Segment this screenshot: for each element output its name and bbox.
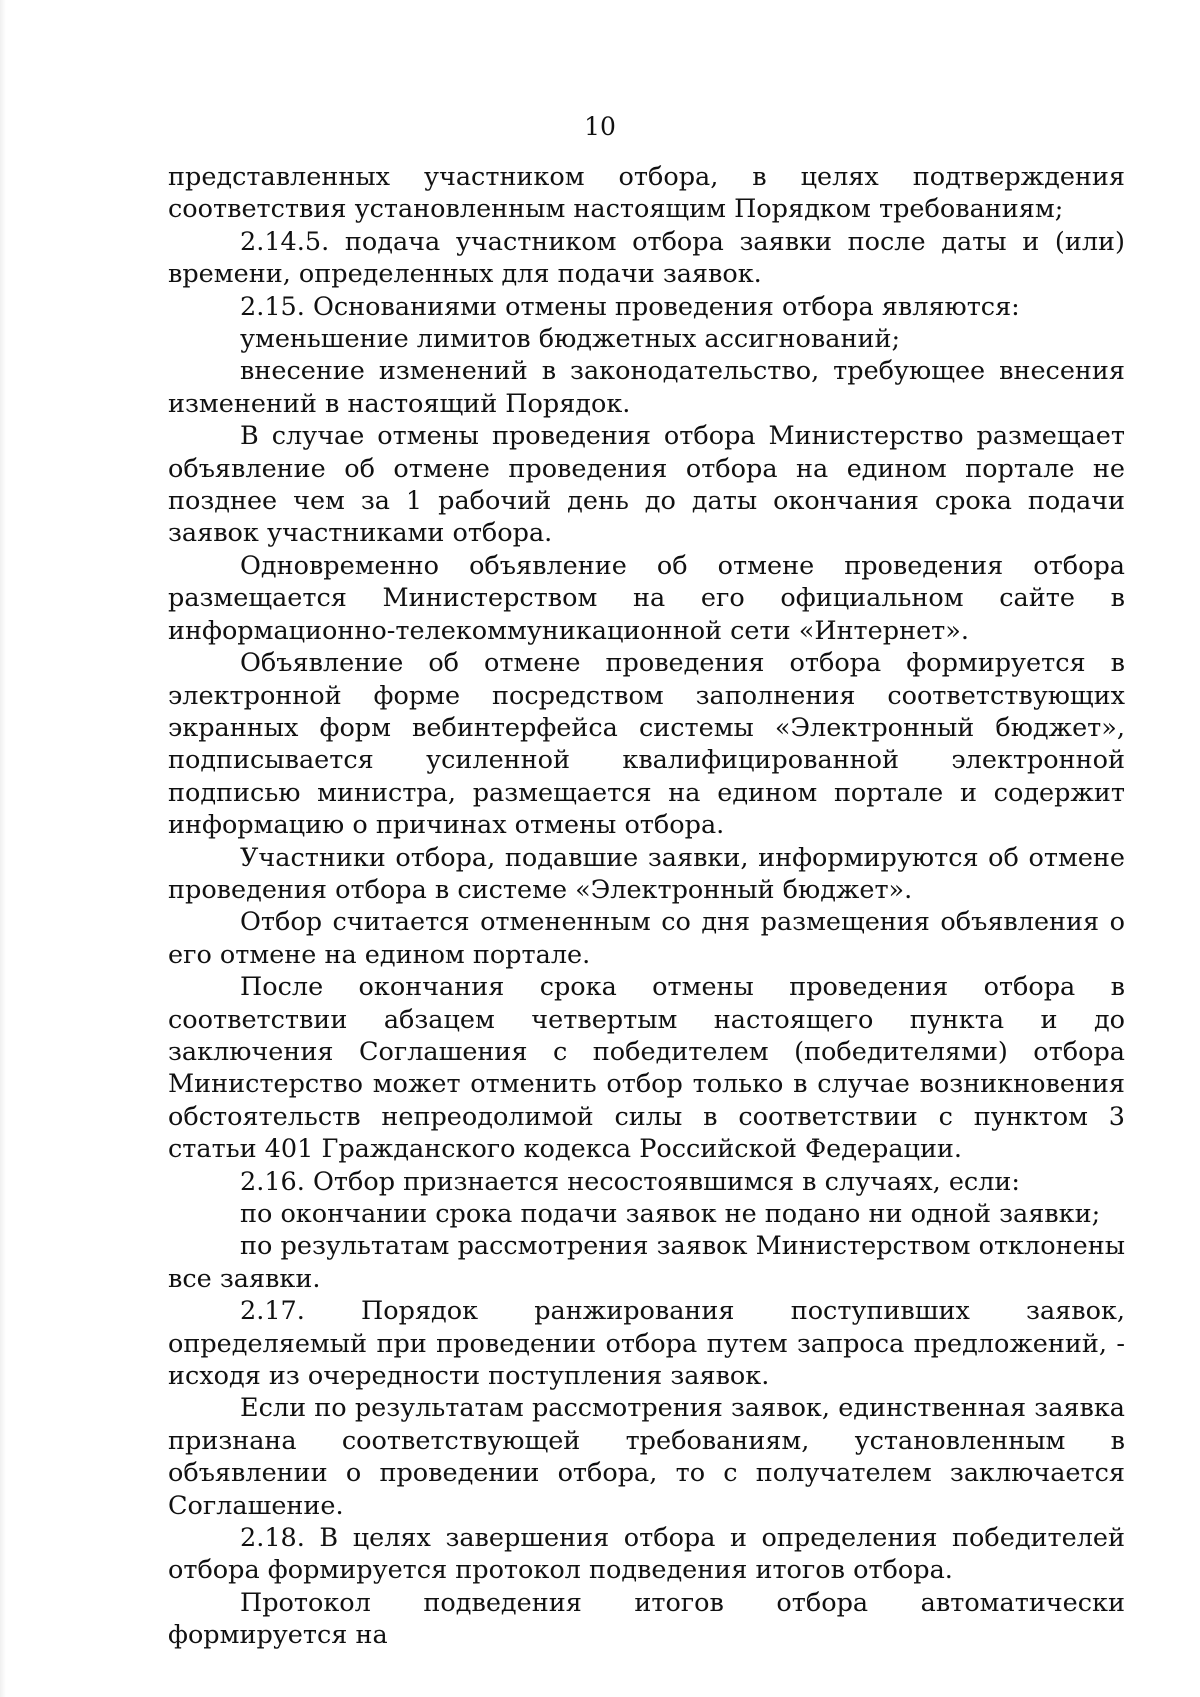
paragraph-electronic-form: Объявление об отмене проведения отбора формируется в электронной форме посредством заполнения соответствующих экранных форм вебинтерфейса системы «Электронный бюджет», подписывается усиленной квалифицированной электронной подписью министра, размещается на едином портале и содержит информацию о причинах отмены отбора. xyxy=(168,648,1125,841)
paragraph-protocol: Протокол подведения итогов отбора автоматически формируется на xyxy=(168,1587,1125,1651)
paragraph-all-rejected: по результатам рассмотрения заявок Министерством отклонены все заявки. xyxy=(168,1231,1125,1294)
paragraph-2-14-5: 2.14.5. подача участником отбора заявки после даты и (или) времени, определенных для подачи заявок. xyxy=(168,226,1125,290)
paragraph-continuation: представленных участником отбора, в целях подтверждения соответствия установленным настоящим Порядком требованиям; xyxy=(168,162,1125,225)
paragraph-single-application: Если по результатам рассмотрения заявок, единственная заявка признана соответствующей требованиям, установленным в объявлении о проведении отбора, то с получателем заключается Соглашение. xyxy=(168,1393,1125,1521)
paragraph-ministry-site: Одновременно объявление об отмене проведения отбора размещается Министерством на его официальном сайте в информационно-телекоммуникационной сети «Интернет». xyxy=(168,550,1125,646)
paragraph-cancelled-date: Отбор считается отмененным со дня размещения объявления о его отмене на едином портале. xyxy=(168,907,1125,970)
page-number: 10 xyxy=(584,112,616,141)
paragraph-2-16: 2.16. Отбор признается несостоявшимся в случаях, если: xyxy=(240,1166,1020,1197)
scan-edge xyxy=(0,0,6,1697)
paragraph-2-18: 2.18. В целях завершения отбора и определения победителей отбора формируется протокол подведения итогов отбора. xyxy=(168,1523,1125,1586)
paragraph-no-applications: по окончании срока подачи заявок не подано ни одной заявки; xyxy=(240,1199,1101,1229)
paragraph-2-17: 2.17. Порядок ранжирования поступивших заявок, определяемый при проведении отбора путем запроса предложений, - исходя из очередности поступления заявок. xyxy=(168,1296,1125,1392)
paragraph-force-majeure: После окончания срока отмены проведения отбора в соответствии абзацем четвертым настоящего пункта и до заключения Соглашения с победителем (победителями) отбора Министерство может отменить отбор только в случае возникновения обстоятельств непреодолимой силы в соответствии с пунктом 3 статьи 401 Гражданского кодекса Российской Федерации. xyxy=(168,972,1125,1165)
document-body xyxy=(168,161,1125,1652)
paragraph-limits: уменьшение лимитов бюджетных ассигнований; xyxy=(240,324,901,355)
paragraph-legislation: внесение изменений в законодательство, требующее внесения изменений в настоящий Порядок. xyxy=(168,356,1125,419)
paragraph-cancel-announcement: В случае отмены проведения отбора Министерство размещает объявление об отмене проведения отбора на едином портале не позднее чем за 1 рабочий день до даты окончания срока подачи заявок участниками отбора. xyxy=(168,421,1125,549)
paragraph-participants-informed: Участники отбора, подавшие заявки, информируются об отмене проведения отбора в системе «Электронный бюджет». xyxy=(168,842,1125,905)
paragraph-2-15: 2.15. Основаниями отмены проведения отбора являются: xyxy=(240,291,1020,322)
